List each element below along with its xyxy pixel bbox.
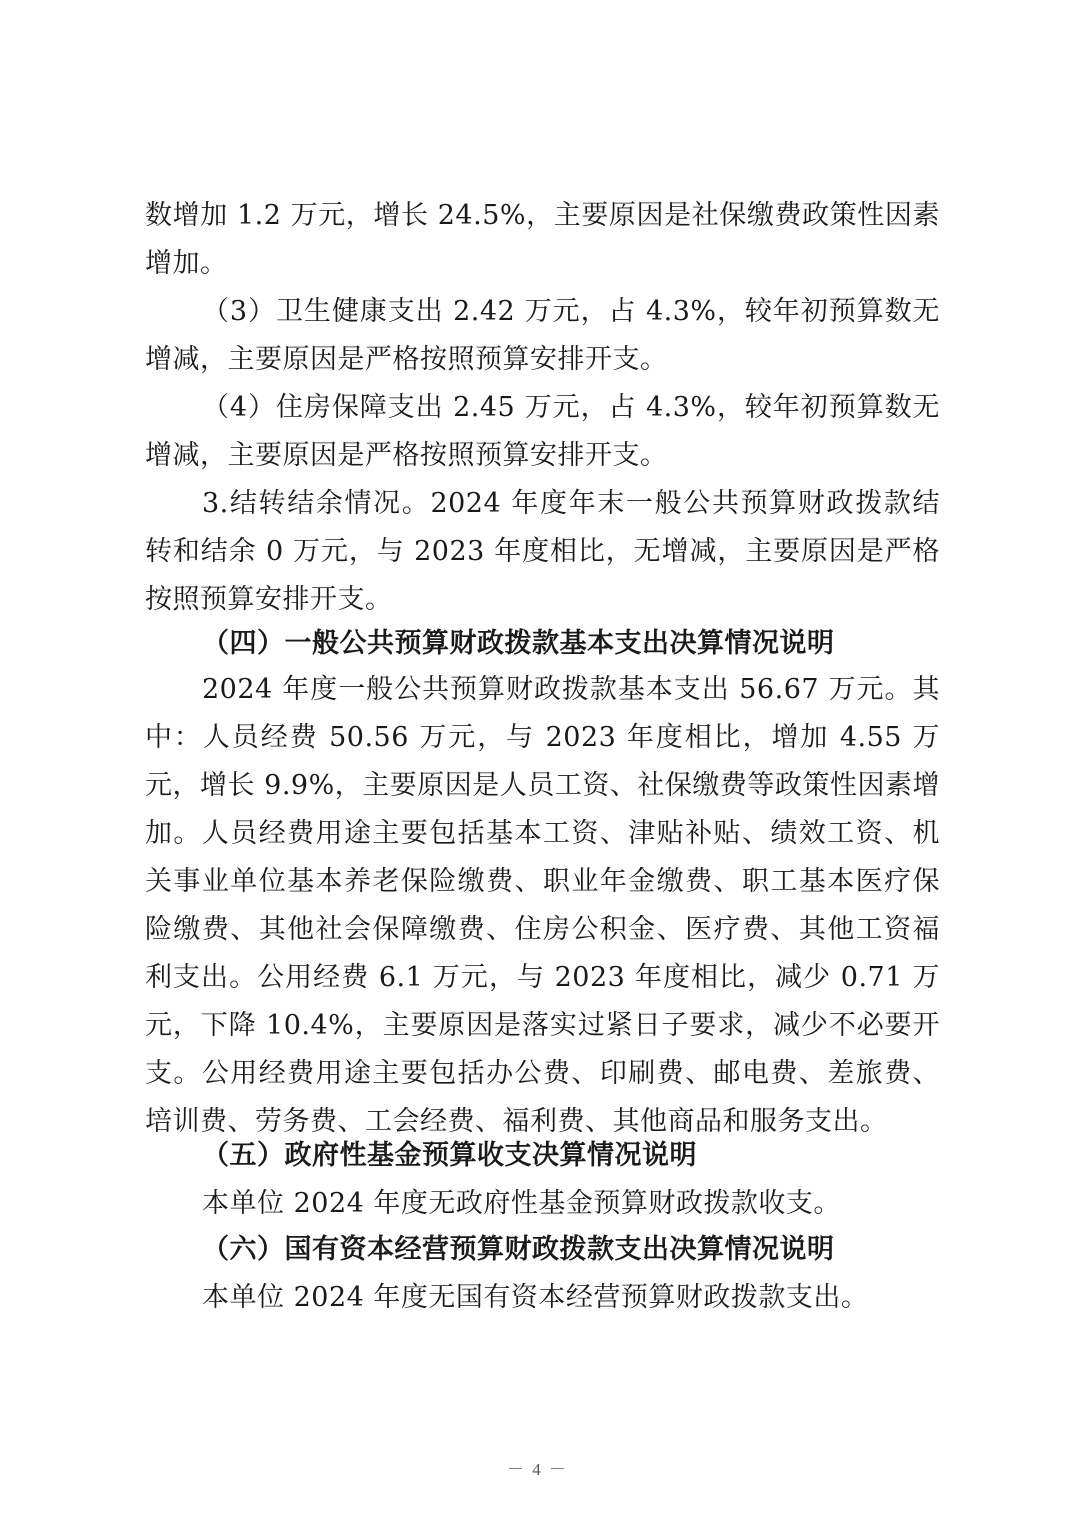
paragraph-carryover-balance: 3.结转结余情况。2024 年度年末一般公共预算财政拨款结转和结余 0 万元，与 2023 年度相比，无增减，主要原因是严格按照预算安排开支。 [145, 488, 940, 615]
paragraph-health-expenditure: （3）卫生健康支出 2.42 万元，占 4.3%，较年初预算数无增减，主要原因是严格按照预算安排开支。 [145, 296, 940, 375]
section-heading-government-fund: （五）政府性基金预算收支决算情况说明 [202, 1140, 697, 1171]
page-number: － 4 － [507, 1460, 568, 1479]
paragraph-government-fund: 本单位 2024 年度无政府性基金预算财政拨款收支。 [202, 1188, 841, 1219]
paragraph-state-capital: 本单位 2024 年度无国有资本经营预算财政拨款支出。 [202, 1282, 869, 1313]
section-heading-basic-expenditure: （四）一般公共预算财政拨款基本支出决算情况说明 [202, 628, 835, 659]
paragraph-housing-expenditure: （4）住房保障支出 2.45 万元，占 4.3%，较年初预算数无增减，主要原因是严格按照预算安排开支。 [145, 392, 940, 471]
paragraph-continuation: 数增加 1.2 万元，增长 24.5%，主要原因是社保缴费政策性因素增加。 [145, 200, 940, 279]
paragraph-basic-expenditure: 2024 年度一般公共预算财政拨款基本支出 56.67 万元。其中：人员经费 50.56 万元，与 2023 年度相比，增加 4.55 万元，增长 9.9%，主要原因是人员工资、社保缴费等政策性因素增加。人员经费用途主要包括基本工资、津贴补贴、绩效工资、机关事业单位基本养老保险缴费、职业年金缴费、职工基本医疗保险缴费、其他社会保障缴费、住房公积金、医疗费、其他工资福利支出。公用经费 6.1 万元，与 2023 年度相比，减少 0.71 万元，下降 10.4%，主要原因是落实过紧日子要求，减少不必要开支。公用经费用途主要包括办公费、印刷费、邮电费、差旅费、培训费、劳务费、工会经费、福利费、其他商品和服务支出。 [145, 674, 940, 1137]
section-heading-state-capital: （六）国有资本经营预算财政拨款支出决算情况说明 [202, 1234, 835, 1265]
